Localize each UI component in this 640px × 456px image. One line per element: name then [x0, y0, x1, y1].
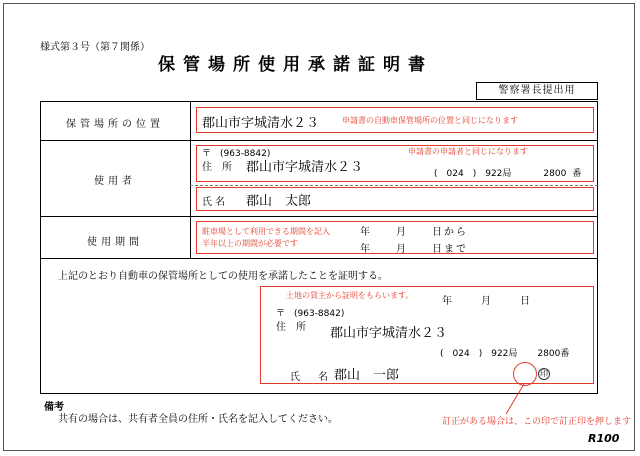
- certificate-phone-number: 2800: [537, 349, 561, 359]
- period-to: 年 月 日まで: [360, 244, 468, 255]
- form-number: 様式第３号（第７関係）: [40, 42, 150, 53]
- user-phone: ( 024 ) 922局 2800 番: [434, 169, 582, 179]
- user-phone-exchange: 922: [485, 169, 503, 179]
- certificate-note: 土地の貸主から証明をもらいます。: [286, 291, 414, 300]
- user-name-label: 氏 名: [202, 197, 226, 208]
- submit-to-label: 警察署長提出用: [476, 82, 598, 100]
- certificate-address: 郡山市字城清水２３: [330, 326, 448, 341]
- period-note-1: 駐車場として利用できる期間を記入: [202, 227, 330, 236]
- user-phone-exchange-unit: 局: [502, 169, 512, 179]
- user-name: 郡山 太郎: [246, 194, 312, 209]
- certificate-name-label: 氏 名: [290, 372, 332, 383]
- certificate-phone: ( 024 ) 922局 2800番: [440, 349, 570, 359]
- user-note: 申請書の申請者と同じになります: [408, 147, 528, 156]
- period-from: 年 月 日から: [360, 227, 468, 238]
- certificate-statement: 上記のとおり自動車の保管場所としての使用を承諾したことを証明する。: [58, 271, 388, 282]
- seal-mark: 印: [540, 369, 548, 378]
- period-label: 使用期間: [87, 237, 143, 248]
- certificate-postal: 〒 (963-8842): [276, 309, 345, 319]
- form-title: 保管場所使用承諾証明書: [158, 55, 433, 75]
- row-divider: [40, 140, 598, 141]
- certificate-phone-exchange: 922: [491, 349, 509, 359]
- location-label: 保管場所の位置: [66, 119, 164, 130]
- certificate-phone-number-unit: 番: [560, 349, 570, 359]
- location-value: 郡山市字城清水２３: [202, 116, 320, 131]
- row-divider: [190, 185, 598, 186]
- row-divider: [40, 216, 598, 217]
- certificate-date: 年 月 日: [442, 296, 533, 307]
- certificate-address-label: 住 所: [276, 322, 306, 333]
- table-divider: [190, 101, 191, 259]
- remarks-title: 備考: [44, 402, 64, 413]
- user-phone-number: 2800: [543, 169, 567, 179]
- user-postal: 〒 (963-8842): [202, 149, 271, 159]
- period-note-2: 半年以上の期間が必要です: [202, 239, 298, 248]
- user-phone-area: 024: [446, 169, 464, 179]
- user-label: 使用者: [94, 176, 136, 187]
- location-note: 申請書の自動車保管場所の位置と同じになります: [342, 116, 518, 125]
- user-phone-number-unit: 番: [572, 169, 582, 179]
- remarks-text: 共有の場合は、共有者全員の住所・氏名を記入してください。: [58, 414, 338, 425]
- correction-note: 訂正がある場合は、この印で訂正印を押します: [442, 417, 632, 427]
- user-address-label: 住 所: [202, 162, 232, 173]
- certificate-name: 郡山 一郎: [334, 368, 400, 383]
- footer-mark: R100: [588, 432, 620, 445]
- certificate-phone-area: 024: [452, 349, 470, 359]
- user-address: 郡山市字城清水２３: [246, 160, 364, 175]
- certificate-phone-exchange-unit: 局: [508, 349, 518, 359]
